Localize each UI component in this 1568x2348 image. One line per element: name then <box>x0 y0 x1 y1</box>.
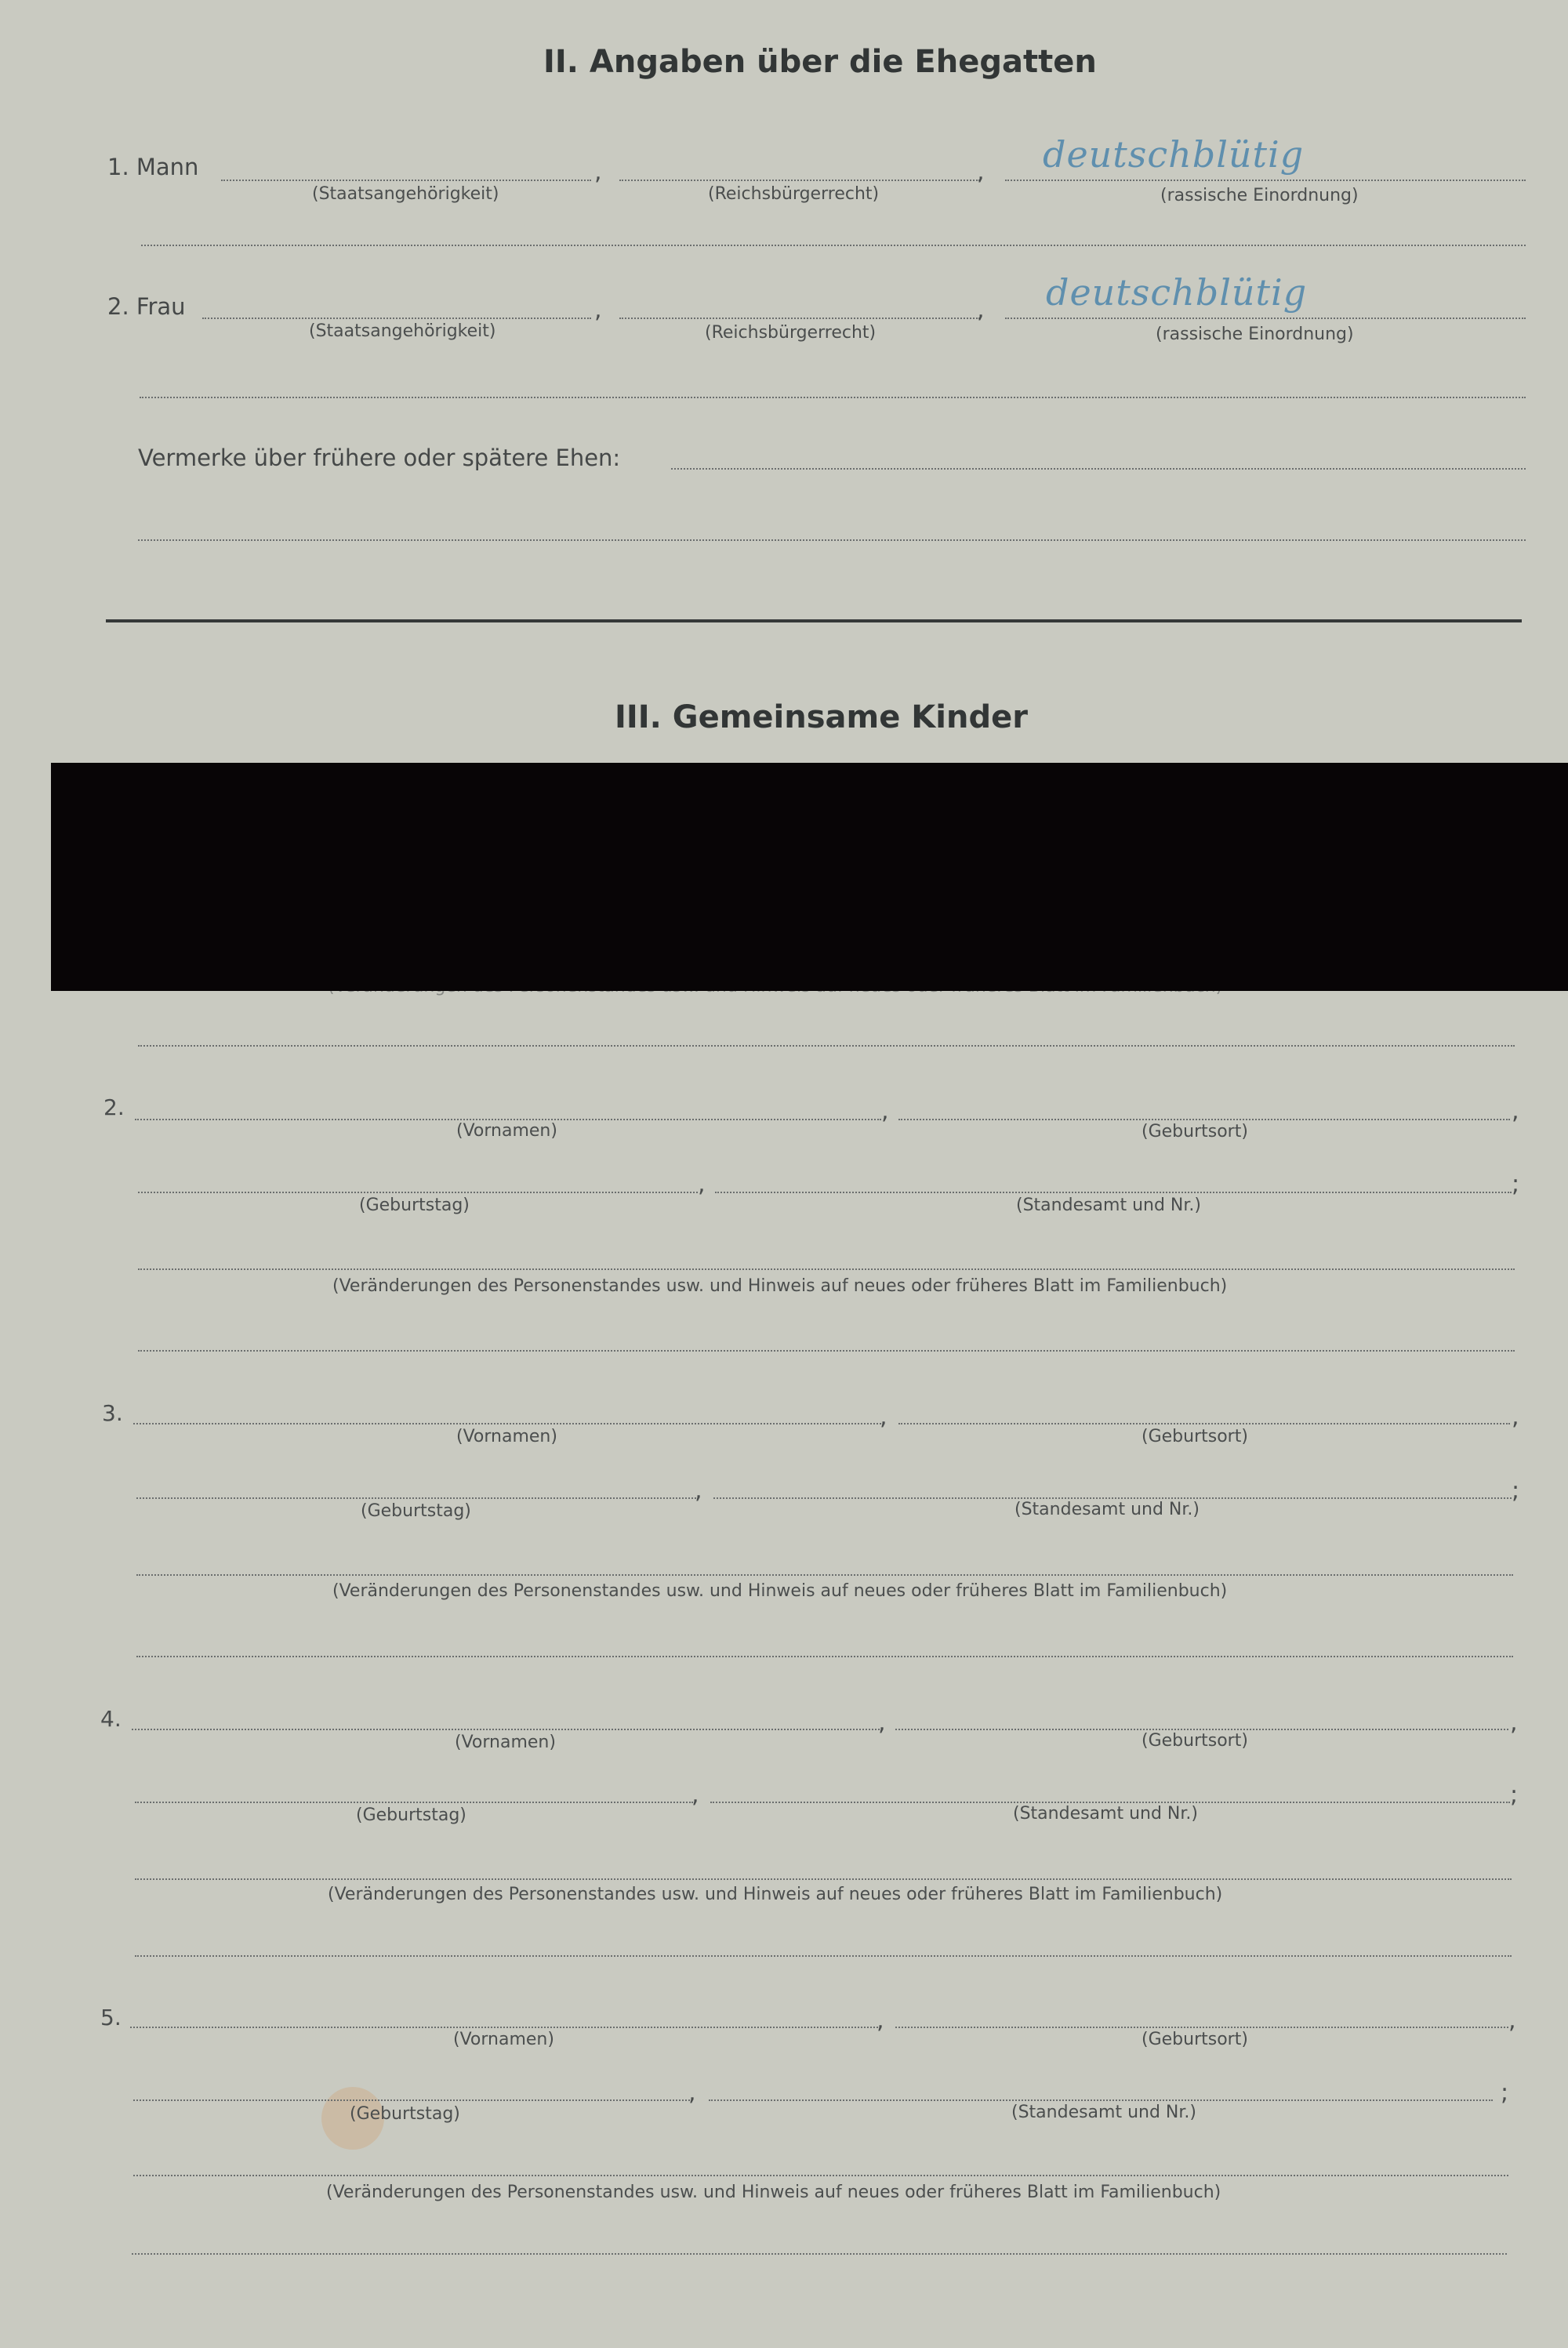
child-2-standesamt-field[interactable] <box>715 1192 1512 1193</box>
caption-geburtsort: (Geburtsort) <box>1142 1427 1248 1446</box>
caption-geburtstag: (Geburtstag) <box>356 1805 466 1825</box>
child-4-geburtsort-field[interactable] <box>895 1729 1508 1730</box>
caption-standesamt: (Standesamt und Nr.) <box>1016 1196 1201 1215</box>
child-3-geburtsort-field[interactable] <box>898 1423 1510 1424</box>
child-2-veraenderungen-field[interactable] <box>138 1268 1515 1270</box>
caption-geburtstag: (Geburtstag) <box>350 2104 460 2124</box>
comma-separator: , <box>691 1781 699 1809</box>
caption-reichsbuergerrecht: (Reichsbürgerrecht) <box>705 323 877 343</box>
mann-label: 1. Mann <box>107 154 199 180</box>
child-5-standesamt-field[interactable] <box>709 2099 1493 2101</box>
caption-geburtstag: (Geburtstag) <box>361 1501 471 1521</box>
child-5-geburtstag-field[interactable] <box>133 2099 690 2101</box>
mann-handwritten-entry: deutschblütig <box>1043 133 1305 176</box>
frau-rassische-einordnung-field[interactable] <box>1005 318 1526 319</box>
child-2-additional-line[interactable] <box>138 1350 1515 1352</box>
section-divider <box>106 619 1522 622</box>
frau-staatsangehoerigkeit-field[interactable] <box>202 318 591 319</box>
frau-reichsbuergerrecht-field[interactable] <box>619 318 980 319</box>
caption-vornamen: (Vornamen) <box>453 2030 554 2049</box>
child-number: 2. <box>103 1094 125 1120</box>
caption-staatsangehoerigkeit: (Staatsangehörigkeit) <box>312 184 499 204</box>
comma-separator: , <box>698 1170 706 1198</box>
semicolon-separator: ; <box>1501 2079 1509 2107</box>
comma-separator: , <box>880 1403 887 1431</box>
semicolon-separator: ; <box>1512 1170 1520 1198</box>
comma-separator: , <box>1512 1098 1519 1125</box>
child-5-geburtsort-field[interactable] <box>895 2027 1508 2028</box>
child-1-additional-line[interactable] <box>138 1045 1515 1047</box>
child-3-veraenderungen-field[interactable] <box>136 1574 1513 1576</box>
frau-additional-line[interactable] <box>140 397 1526 398</box>
caption-rassische-einordnung: (rassische Einordnung) <box>1156 325 1354 344</box>
semicolon-separator: ; <box>1510 1781 1519 1809</box>
caption-veraenderungen: (Veränderungen des Personenstandes usw. und Hinweis auf neues oder früheres Blatt im Familienbuch) <box>332 1581 1228 1601</box>
child-2-geburtstag-field[interactable] <box>138 1192 698 1193</box>
caption-vornamen: (Vornamen) <box>456 1427 557 1446</box>
caption-geburtsort: (Geburtsort) <box>1142 1731 1248 1751</box>
caption-veraenderungen: (Veränderungen des Personenstandes usw. und Hinweis auf neues oder früheres Blatt im Familienbuch) <box>326 2183 1221 2202</box>
caption-standesamt: (Standesamt und Nr.) <box>1014 1500 1200 1519</box>
child-4-veraenderungen-field[interactable] <box>135 1878 1512 1880</box>
mann-additional-line[interactable] <box>141 245 1526 246</box>
vermerke-label: Vermerke über frühere oder spätere Ehen: <box>138 445 621 471</box>
caption-rassische-einordnung: (rassische Einordnung) <box>1160 186 1359 205</box>
comma-separator: , <box>1508 2007 1516 2034</box>
child-number: 5. <box>100 2005 122 2030</box>
caption-geburtsort: (Geburtsort) <box>1142 2030 1248 2049</box>
comma-separator: , <box>594 158 602 186</box>
vermerke-field-line-2[interactable] <box>138 539 1526 541</box>
comma-separator: , <box>877 2007 884 2034</box>
comma-separator: , <box>1512 1403 1519 1431</box>
child-4-geburtstag-field[interactable] <box>135 1802 693 1803</box>
semicolon-separator: ; <box>1512 1477 1520 1504</box>
mann-reichsbuergerrecht-field[interactable] <box>619 180 980 181</box>
caption-reichsbuergerrecht: (Reichsbürgerrecht) <box>708 184 880 204</box>
child-5-vornamen-field[interactable] <box>130 2027 878 2028</box>
comma-separator: , <box>977 158 985 186</box>
child-5-additional-line[interactable] <box>132 2253 1507 2255</box>
caption-vornamen: (Vornamen) <box>455 1733 556 1752</box>
comma-separator: , <box>594 296 602 324</box>
mann-rassische-einordnung-field[interactable] <box>1005 180 1526 181</box>
caption-veraenderungen: (Veränderungen des Personenstandes usw. und Hinweis auf neues oder früheres Blatt im Familienbuch) <box>328 1885 1223 1904</box>
child-4-additional-line[interactable] <box>135 1955 1512 1957</box>
child-4-standesamt-field[interactable] <box>710 1802 1510 1803</box>
comma-separator: , <box>977 296 985 324</box>
mann-staatsangehoerigkeit-field[interactable] <box>221 180 591 181</box>
section-iii-heading: III. Gemeinsame Kinder <box>615 699 1028 735</box>
child-number: 3. <box>102 1400 123 1426</box>
section-ii-heading: II. Angaben über die Ehegatten <box>543 44 1097 80</box>
child-4-vornamen-field[interactable] <box>132 1729 880 1730</box>
caption-vornamen: (Vornamen) <box>456 1121 557 1141</box>
child-2-vornamen-field[interactable] <box>135 1119 881 1120</box>
comma-separator: , <box>688 2079 696 2107</box>
caption-veraenderungen: (Veränderungen des Personenstandes usw. und Hinweis auf neues oder früheres Blatt im Familienbuch) <box>332 1276 1228 1296</box>
caption-standesamt: (Standesamt und Nr.) <box>1011 2103 1196 2122</box>
child-3-additional-line[interactable] <box>136 1656 1513 1657</box>
redaction-block <box>51 763 1568 991</box>
frau-label: 2. Frau <box>107 293 186 320</box>
comma-separator: , <box>695 1477 702 1504</box>
caption-staatsangehoerigkeit: (Staatsangehörigkeit) <box>309 321 496 341</box>
comma-separator: , <box>1510 1709 1518 1737</box>
frau-handwritten-entry: deutschblütig <box>1046 271 1308 314</box>
caption-standesamt: (Standesamt und Nr.) <box>1013 1804 1198 1824</box>
child-2-geburtsort-field[interactable] <box>898 1119 1510 1120</box>
child-3-standesamt-field[interactable] <box>713 1497 1512 1499</box>
caption-geburtsort: (Geburtsort) <box>1142 1122 1248 1141</box>
comma-separator: , <box>881 1098 889 1125</box>
child-5-veraenderungen-field[interactable] <box>133 2175 1508 2176</box>
vermerke-field[interactable] <box>671 468 1526 470</box>
child-3-geburtstag-field[interactable] <box>136 1497 696 1499</box>
child-number: 4. <box>100 1706 122 1732</box>
caption-geburtstag: (Geburtstag) <box>359 1196 470 1215</box>
comma-separator: , <box>878 1709 886 1737</box>
child-3-vornamen-field[interactable] <box>133 1423 881 1424</box>
